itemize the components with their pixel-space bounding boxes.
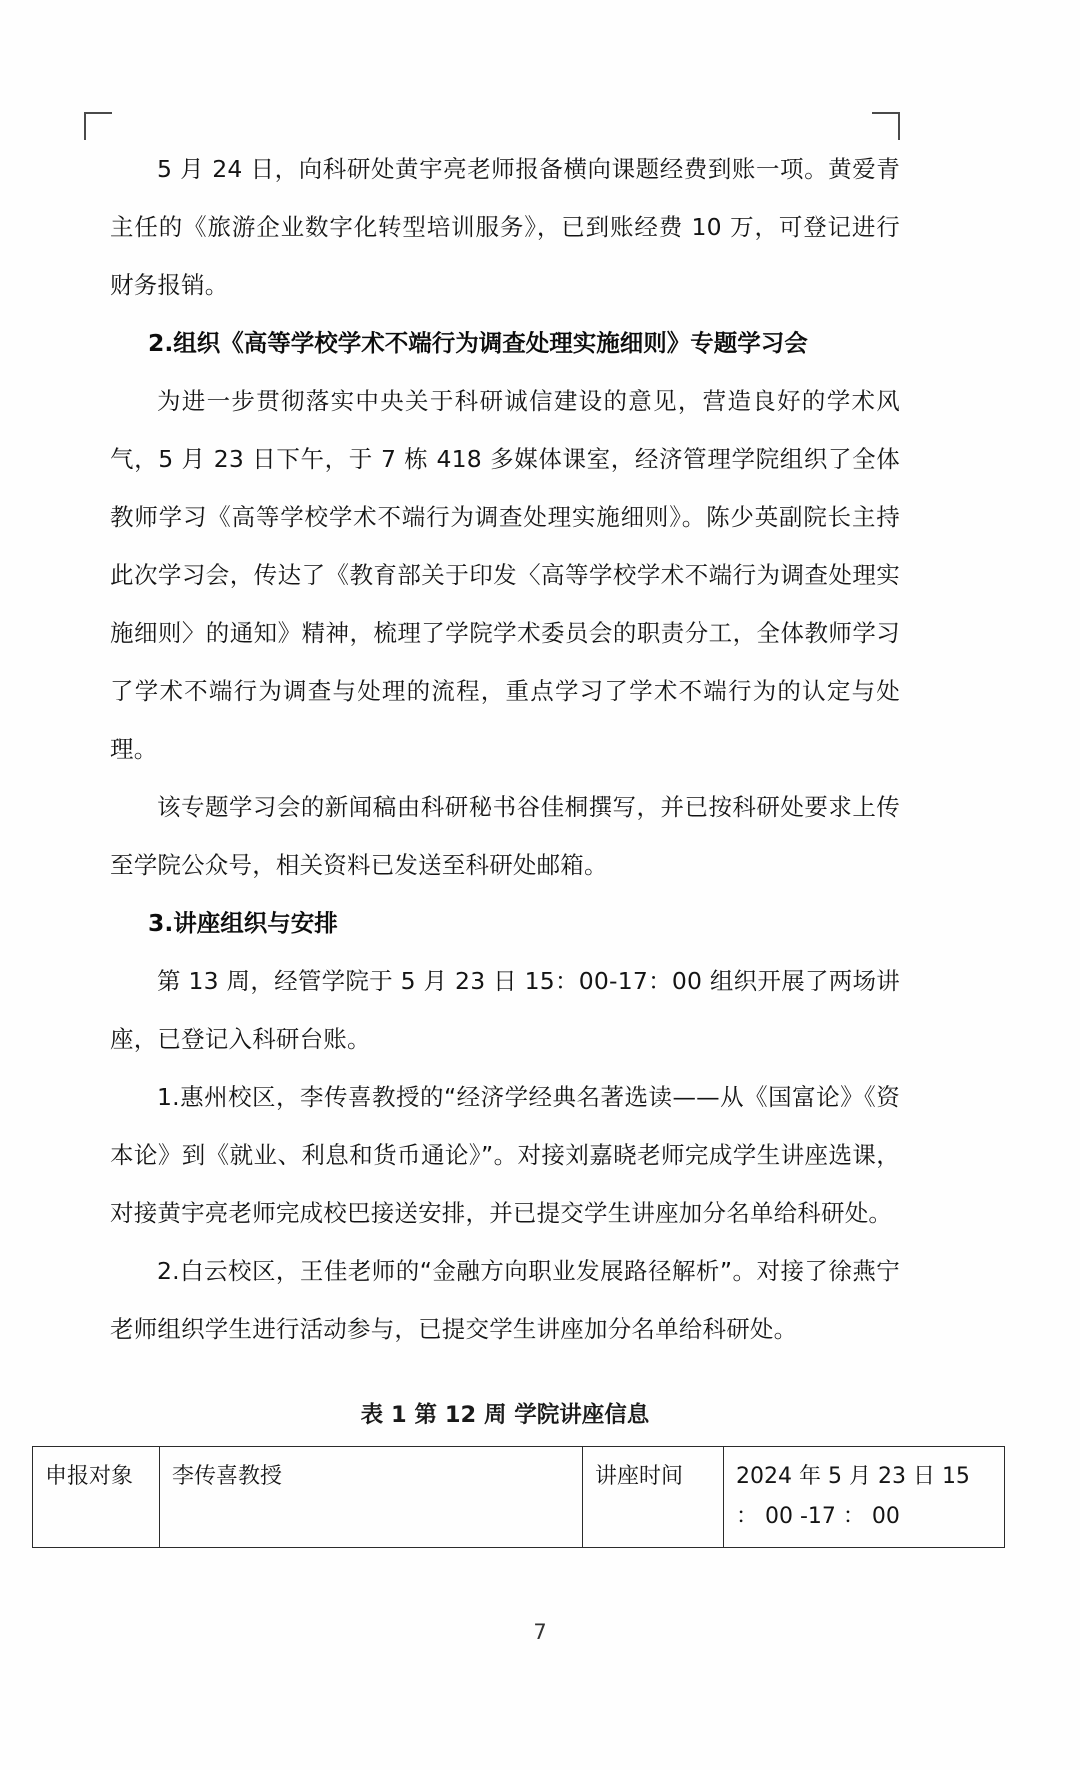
para-news-release: 该专题学习会的新闻稿由科研秘书谷佳桐撰写，并已按科研处要求上传至学院公众号，相关资料已发送至科研处邮箱。 bbox=[110, 793, 900, 879]
crop-mark-top-left bbox=[84, 112, 112, 140]
heading-section-3: 3.讲座组织与安排 bbox=[148, 909, 338, 937]
table-cell-label-time: 讲座时间 bbox=[583, 1447, 724, 1548]
para-study-meeting: 为进一步贯彻落实中央关于科研诚信建设的意见，营造良好的学术风气，5 月 23 日下午，于 7 栋 418 多媒体课室，经济管理学院组织了全体教师学习《高等学校学术不端行为调查处理实施细则》。陈少英副院长主持此次学习会，传达了《教育部关于印发〈高等学校学术不端行为调查处理实施细则〉的通知》精神，梳理了学院学术委员会的职责分工，全体教师学习了学术不端行为调查与处理的流程，重点学习了学术不端行为的认定与处理。 bbox=[110, 387, 900, 763]
table-cell-value-applicant: 李传喜教授 bbox=[160, 1447, 583, 1548]
table-caption: 表 1 第 12 周 学院讲座信息 bbox=[360, 1402, 650, 1428]
para-funding-report: 5 月 24 日，向科研处黄宇亮老师报备横向课题经费到账一项。黄爱青主任的《旅游企业数字化转型培训服务》，已到账经费 10 万，可登记进行财务报销。 bbox=[110, 155, 900, 299]
heading-section-2: 2.组织《高等学校学术不端行为调查处理实施细则》专题学习会 bbox=[148, 329, 808, 357]
page-number: 7 bbox=[533, 1620, 547, 1644]
para-lecture-item-2: 2.白云校区，王佳老师的“金融方向职业发展路径解析”。对接了徐燕宁老师组织学生进行活动参与，已提交学生讲座加分名单给科研处。 bbox=[110, 1257, 900, 1343]
table-cell-label-applicant: 申报对象 bbox=[33, 1447, 160, 1548]
para-lecture-item-1: 1.惠州校区，李传喜教授的“经济学经典名著选读——从《国富论》《资本论》到《就业、利息和货币通论》”。对接刘嘉晓老师完成学生讲座选课，对接黄宇亮老师完成校巴接送安排，并已提交学生讲座加分名单给科研处。 bbox=[110, 1083, 900, 1227]
crop-mark-top-right bbox=[872, 112, 900, 140]
lecture-info-table bbox=[32, 1446, 1005, 1548]
table-row bbox=[33, 1447, 1005, 1548]
text-frame bbox=[45, 140, 970, 1548]
para-lecture-summary: 第 13 周，经管学院于 5 月 23 日 15：00-17：00 组织开展了两场讲座，已登记入科研台账。 bbox=[110, 967, 900, 1053]
table-cell-value-time: 2024 年 5 月 23 日 15 ： 00 -17 ： 00 bbox=[724, 1447, 1005, 1548]
